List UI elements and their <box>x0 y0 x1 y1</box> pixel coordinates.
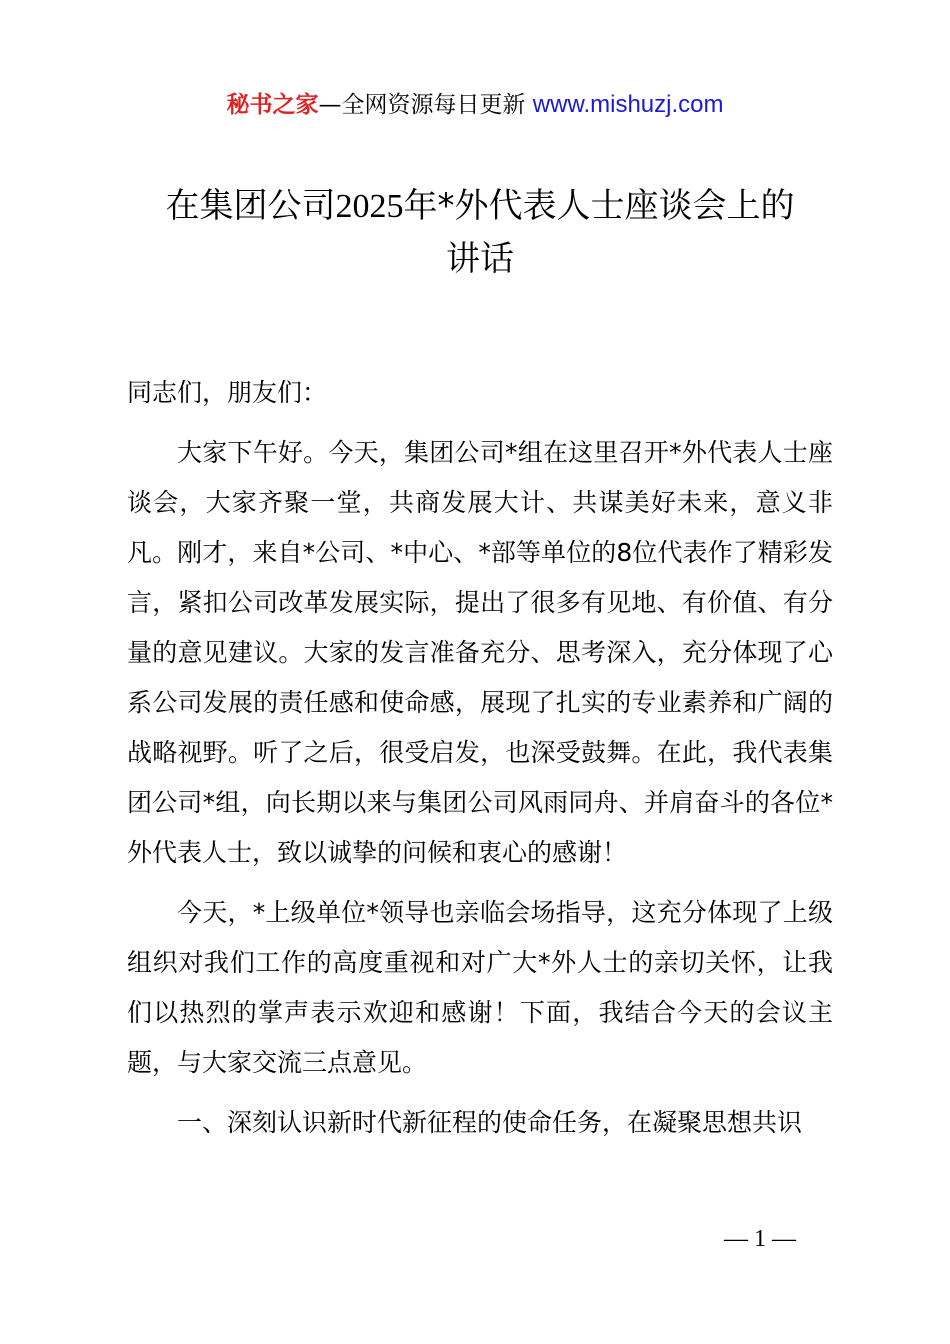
document-title <box>130 180 830 285</box>
body-paragraph: 大家下午好。今天，集团公司*组在这里召开*外代表人士座谈会，大家齐聚一堂，共商发展大计、共谋美好未来，意义非凡。刚才，来自*公司、*中心、*部等单位的8位代表作了精彩发言，紧扣公司改革发展实际，提出了很多有见地、有价值、有分量的意见建议。大家的发言准备充分、思考深入，充分体现了心系公司发展的责任感和使命感，展现了扎实的专业素养和广阔的战略视野。听了之后，很受启发，也深受鼓舞。在此，我代表集团公司*组，向长期以来与集团公司风雨同舟、并肩奋斗的各位*外代表人士，致以诚挚的问候和衷心的感谢！ <box>127 438 833 867</box>
title-line1-post: 年*外代表人士座谈会上的 <box>403 186 795 226</box>
site-header <box>0 88 950 122</box>
header-tagline: —全网资源每日更新 <box>318 92 533 118</box>
document-body <box>127 368 833 1158</box>
section-heading: 一、深刻认识新时代新征程的使命任务，在凝聚思想共识 <box>177 1108 803 1137</box>
website-url[interactable]: www.mishuzj.com <box>532 91 724 118</box>
page-number: — 1 — <box>724 1226 796 1252</box>
title-line1-pre: 在集团公司 <box>165 186 336 226</box>
body-paragraph: 今天，*上级单位*领导也亲临会场指导，这充分体现了上级组织对我们工作的高度重视和对广大*外人士的亲切关怀，让我们以热烈的掌声表示欢迎和感谢！下面，我结合今天的会议主题，与大家交流三点意见。 <box>127 898 833 1077</box>
brand-name: 秘书之家 <box>226 92 319 118</box>
title-line2: 讲话 <box>446 239 514 279</box>
title-year: 2025 <box>335 188 404 225</box>
salutation: 同志们，朋友们： <box>127 378 328 407</box>
